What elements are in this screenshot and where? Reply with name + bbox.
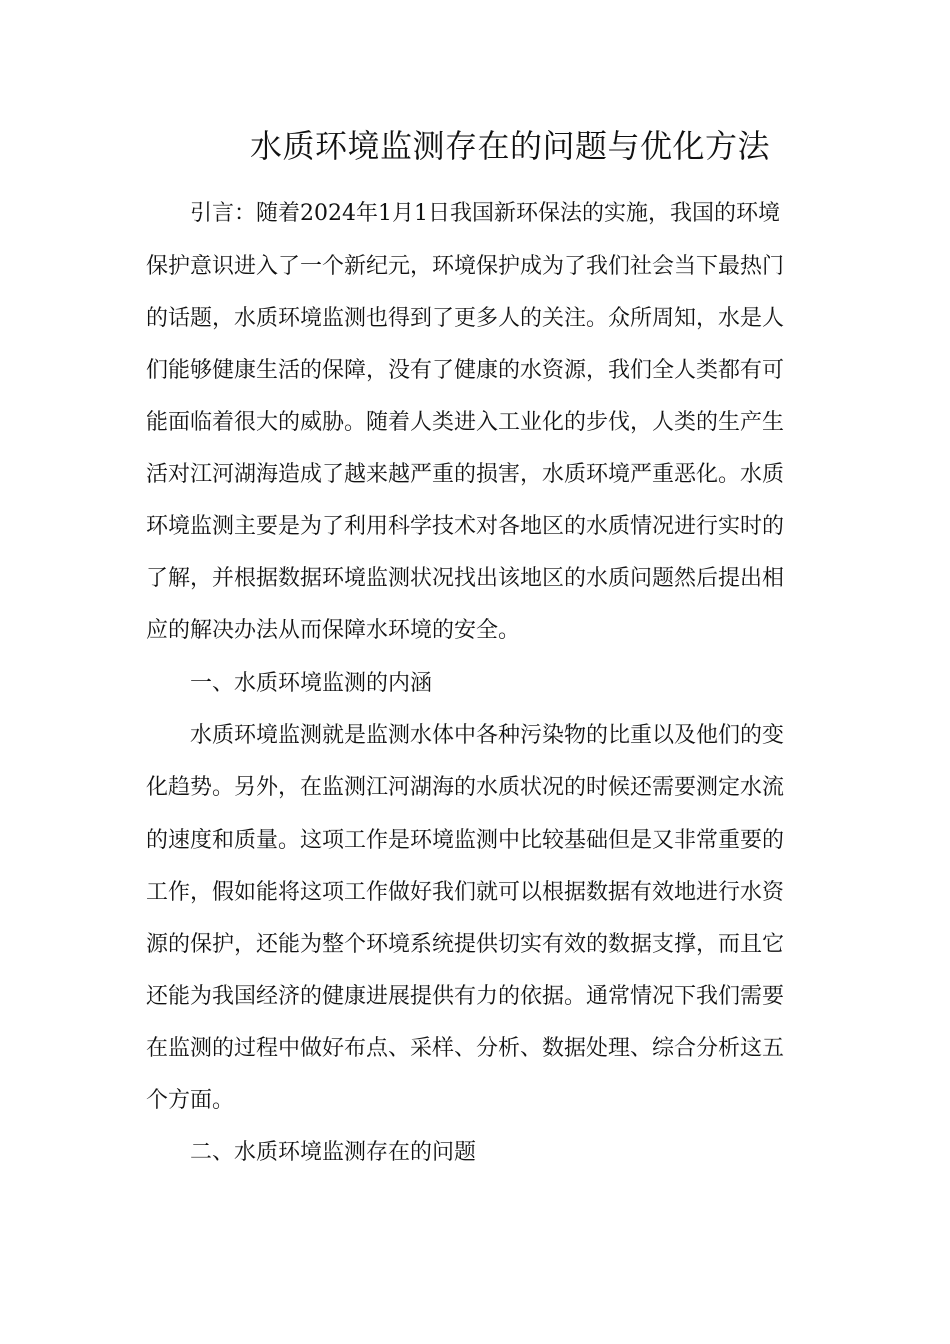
section1-line-8: 个方面。 (146, 1088, 235, 1113)
intro-line-5: 能面临着很大的威胁。随着人类进入工业化的步伐，人类的生产生 (146, 410, 785, 435)
intro-line-4: 们能够健康生活的保障，没有了健康的水资源，我们全人类都有可 (146, 358, 785, 383)
intro-line-8: 了解，并根据数据环境监测状况找出该地区的水质问题然后提出相 (146, 566, 785, 591)
intro-line-9: 应的解决办法从而保障水环境的安全。 (146, 618, 521, 643)
document-title: 水质环境监测存在的问题与优化方法 (249, 127, 770, 165)
section1-line-3: 的速度和质量。这项工作是环境监测中比较基础但是又非常重要的 (146, 828, 785, 853)
intro-line-1: 引言：随着2024年1月1日我国新环保法的实施，我国的环境 (190, 201, 780, 226)
intro-line-6: 活对江河湖海造成了越来越严重的损害，水质环境严重恶化。水质 (146, 462, 785, 487)
section1-line-4: 工作，假如能将这项工作做好我们就可以根据数据有效地进行水资 (146, 880, 785, 905)
section1-line-1: 水质环境监测就是监测水体中各种污染物的比重以及他们的变 (190, 723, 785, 748)
intro-line-2: 保护意识进入了一个新纪元，环境保护成为了我们社会当下最热门 (146, 254, 785, 279)
section-heading-2: 二、水质环境监测存在的问题 (190, 1140, 477, 1165)
section1-line-7: 在监测的过程中做好布点、采样、分析、数据处理、综合分析这五 (146, 1036, 785, 1061)
intro-line-7: 环境监测主要是为了利用科学技术对各地区的水质情况进行实时的 (146, 514, 785, 539)
section-heading-1: 一、水质环境监测的内涵 (190, 671, 433, 696)
section1-line-5: 源的保护，还能为整个环境系统提供切实有效的数据支撑，而且它 (146, 932, 785, 957)
section1-line-6: 还能为我国经济的健康进展提供有力的依据。通常情况下我们需要 (146, 984, 785, 1009)
intro-line-3: 的话题，水质环境监测也得到了更多人的关注。众所周知，水是人 (146, 306, 785, 331)
section1-line-2: 化趋势。另外，在监测江河湖海的水质状况的时候还需要测定水流 (146, 775, 785, 800)
